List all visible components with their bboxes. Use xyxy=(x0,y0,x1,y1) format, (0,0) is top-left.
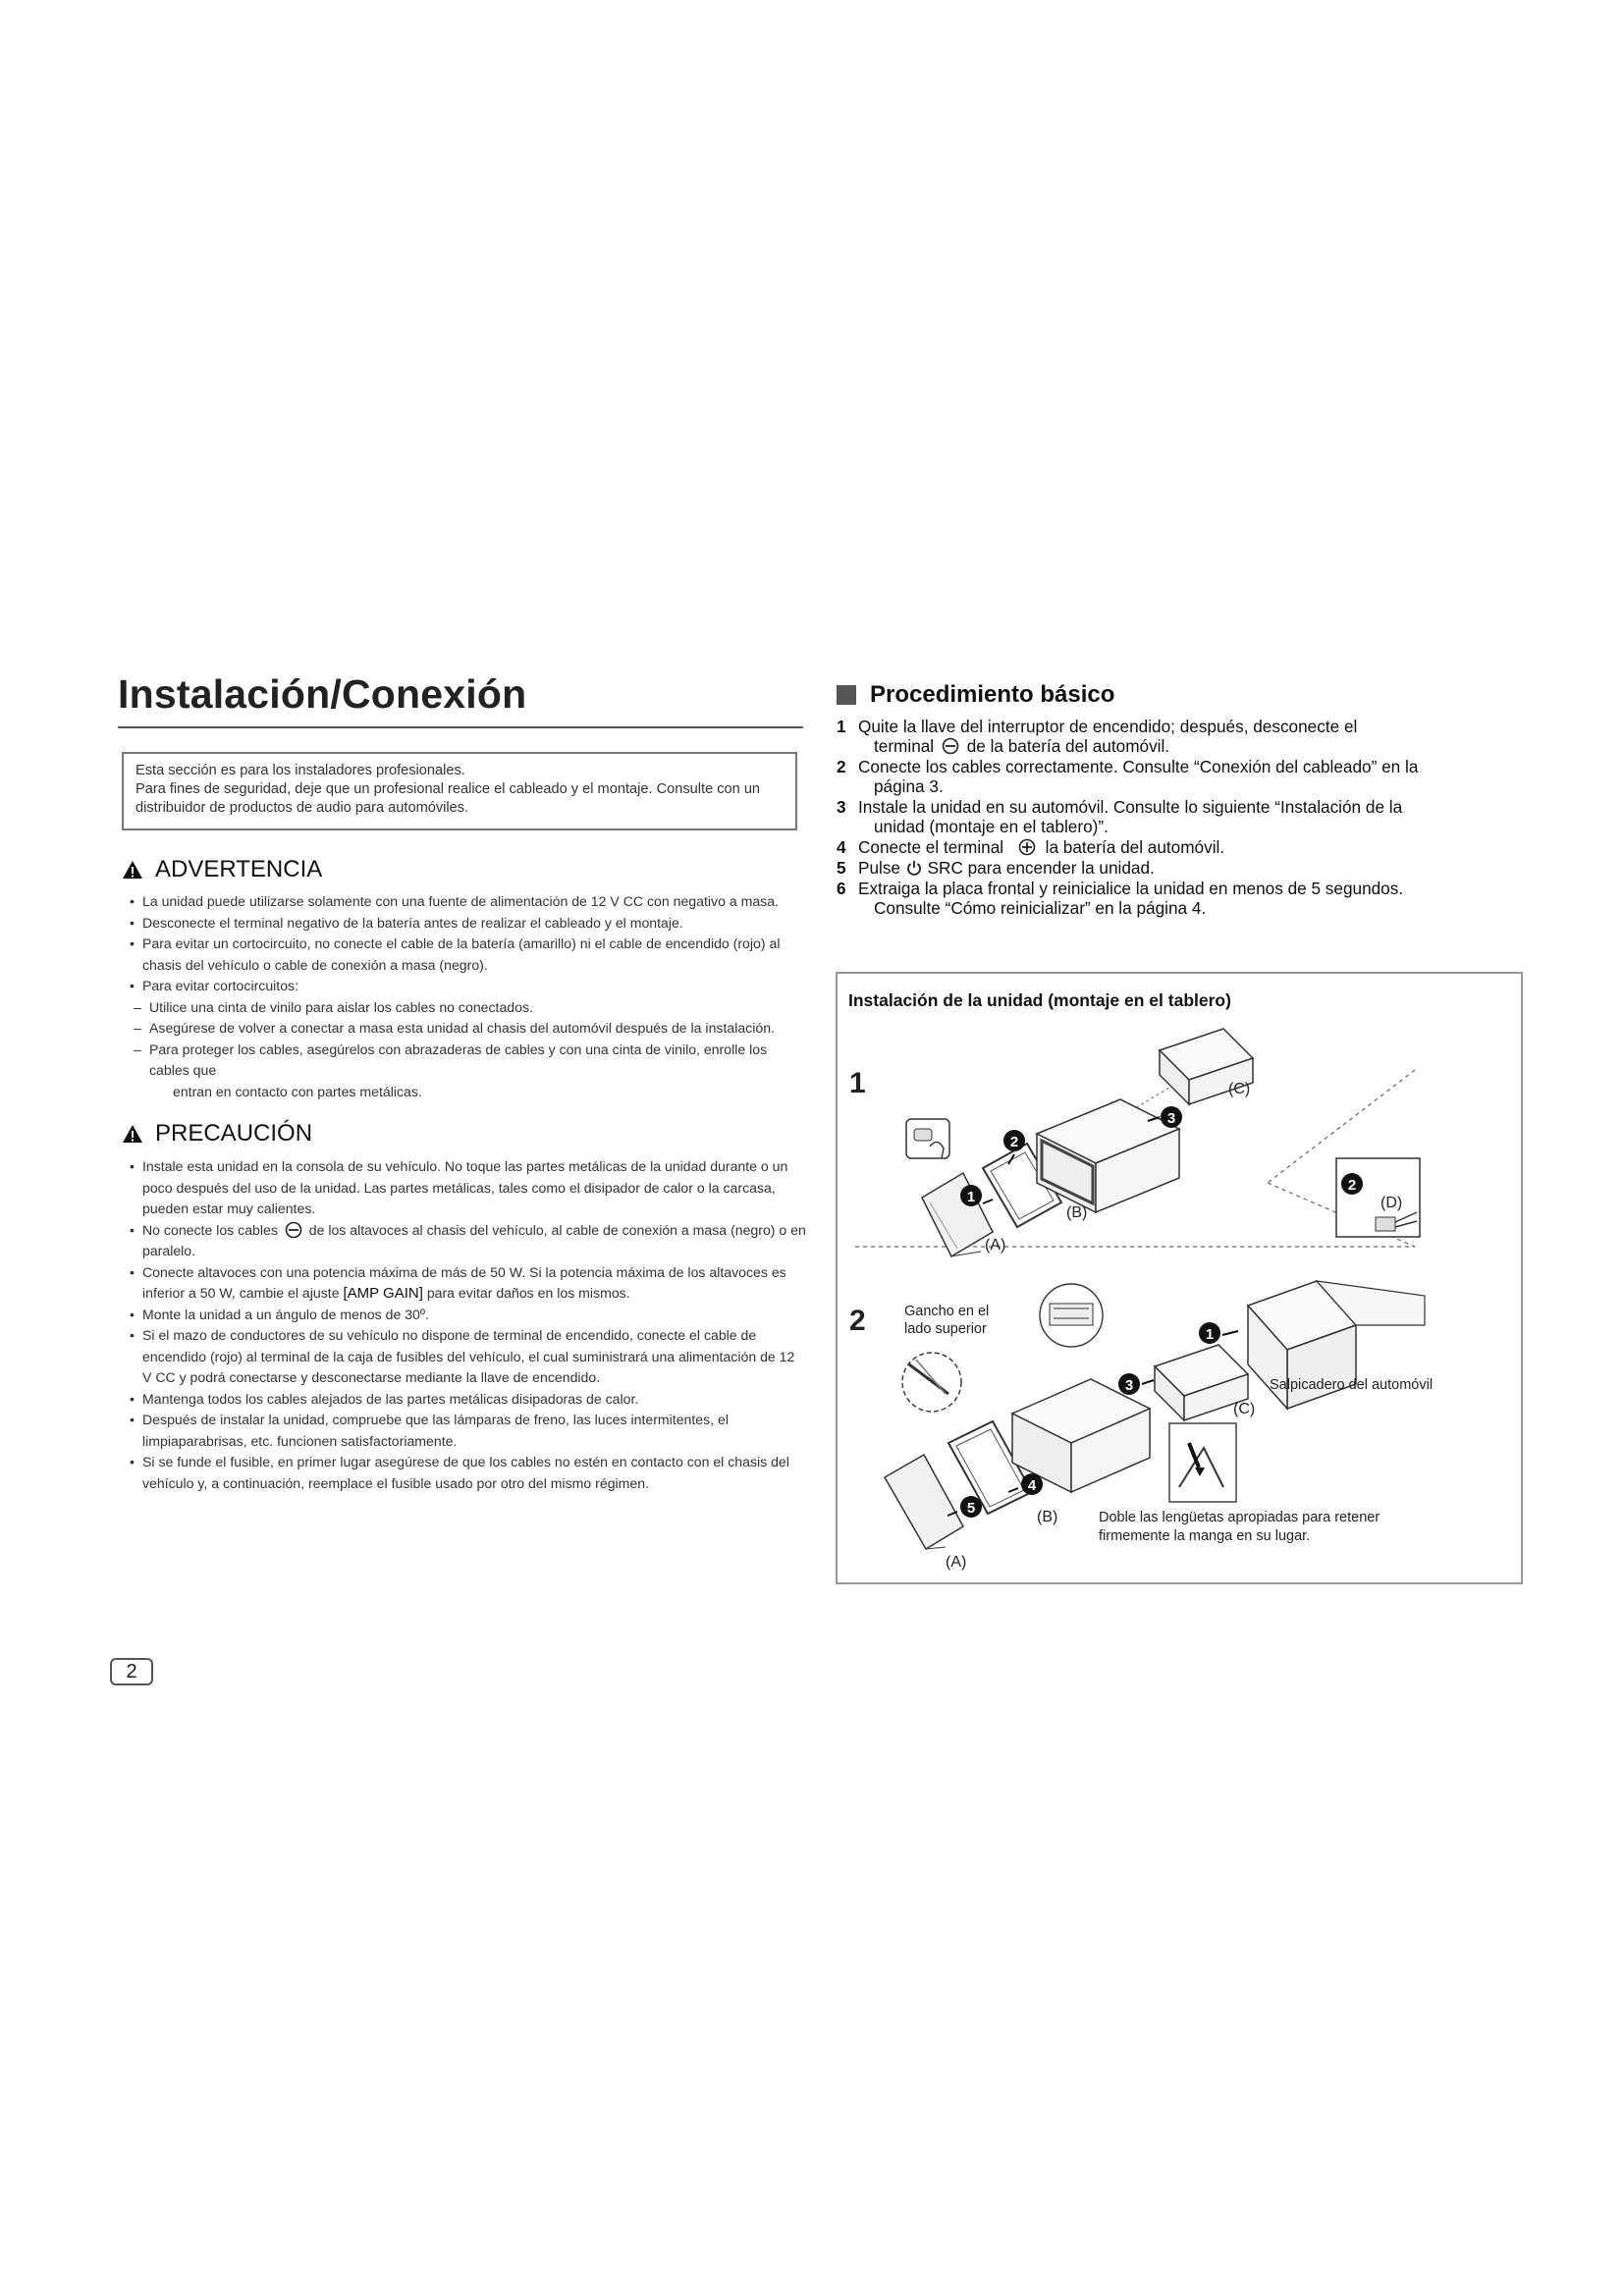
step-item xyxy=(837,879,1524,918)
step-text: terminal xyxy=(874,736,935,756)
step-text: de la batería del automóvil. xyxy=(966,736,1170,756)
faceplate-a xyxy=(922,1173,993,1256)
step-text-continued: unidad (montaje en el tablero)”. xyxy=(874,817,1109,836)
precaucion-list xyxy=(130,1156,807,1494)
list-item: • Instale esta unidad en la consola de su vehículo. No toque las partes metálicas de la unidad durante o un poco después del uso de la unidad. Las partes metálicas, tales como el disipador de calor o la carcasa, pueden estar muy calientes. xyxy=(130,1156,807,1220)
list-item-text: para evitar daños en los mismos. xyxy=(426,1285,630,1301)
list-subitem-text: Para proteger los cables, asegúrelos con abrazaderas de cables y con una cinta de vinilo, enrolle los cables que xyxy=(149,1041,768,1078)
title-divider xyxy=(118,726,803,728)
step-item xyxy=(837,858,1524,878)
figure-title: Instalación de la unidad (montaje en el tablero) xyxy=(848,990,1231,1010)
diagram-step-2: 2 xyxy=(849,1305,866,1337)
marker-number: 2 xyxy=(1009,1134,1019,1150)
label-c-step-2: (C) xyxy=(1233,1401,1256,1417)
page-title: Instalación/Conexión xyxy=(118,671,527,717)
step-text: Pulse xyxy=(858,858,900,878)
step-text: Extraiga la placa frontal y reinicialice la unidad en menos de 5 segundos. xyxy=(858,879,1404,898)
advertencia-heading xyxy=(122,856,322,883)
list-item: • Para evitar un cortocircuito, no conecte el cable de la batería (amarillo) ni el cable de encendido (rojo) al chasis del vehículo o cable de conexión a masa (negro). xyxy=(130,934,807,976)
amp-gain-key: [AMP GAIN] xyxy=(343,1285,423,1302)
step-number: 6 xyxy=(837,879,846,898)
list-subitem-continued: entran en contacto con partes metálicas. xyxy=(173,1083,422,1099)
intro-line-2: Para fines de seguridad, deje que un profesional realice el cableado y el montaje. Consulte con un distribuidor de productos de audio para automóviles. xyxy=(135,781,761,816)
marker-number: 4 xyxy=(1027,1477,1037,1494)
step-number: 3 xyxy=(837,797,846,817)
precaucion-heading-text: PRECAUCIÓN xyxy=(155,1120,313,1147)
step-number: 4 xyxy=(837,837,846,857)
intro-box xyxy=(122,752,797,830)
list-item-text: de los altavoces al chasis del vehículo, al cable de conexión a masa (negro) o en paralelo. xyxy=(142,1221,806,1258)
label-c: (C) xyxy=(1228,1081,1251,1097)
marker-number: 3 xyxy=(1166,1110,1176,1127)
list-item: • Después de instalar la unidad, compruebe que las lámparas de freno, las luces intermitentes, el limpiaparabrisas, etc. funcionen satisfactoriamente. xyxy=(130,1410,807,1452)
step-text: Conecte el terminal xyxy=(858,837,1004,857)
list-item: • La unidad puede utilizarse solamente con una fuente de alimentación de 12 V CC con negativo a masa. xyxy=(130,891,807,913)
faceplate-a-step-2 xyxy=(885,1455,963,1549)
label-b: (B) xyxy=(1066,1204,1088,1221)
step-text-continued: página 3. xyxy=(874,776,944,796)
minus-terminal-icon xyxy=(942,737,959,755)
intro-line-1: Esta sección es para los instaladores profesionales. xyxy=(135,763,465,778)
step-item xyxy=(837,757,1524,796)
section-square-icon xyxy=(837,685,856,705)
marker-number: 2 xyxy=(1347,1177,1357,1194)
step-text: Conecte los cables correctamente. Consulte “Conexión del cableado” en la xyxy=(858,757,1419,776)
precaucion-heading xyxy=(122,1120,312,1148)
warning-triangle-icon xyxy=(122,860,143,880)
connector-d-box xyxy=(1336,1158,1420,1237)
step-number: 1 xyxy=(837,717,846,736)
steps-list xyxy=(837,717,1524,919)
hook-detail xyxy=(902,1353,961,1412)
list-item xyxy=(130,1262,807,1305)
plus-terminal-icon xyxy=(1016,838,1038,856)
press-button-icon xyxy=(906,1119,949,1158)
gancho-label-1: Gancho en el xyxy=(904,1304,990,1319)
label-a: (A) xyxy=(985,1237,1006,1254)
minus-terminal-icon xyxy=(285,1221,302,1239)
label-a-step-2: (A) xyxy=(946,1554,967,1571)
warning-triangle-icon xyxy=(122,1124,143,1144)
gancho-label-2: lado superior xyxy=(904,1321,987,1337)
step-item xyxy=(837,717,1524,756)
marker-number: 3 xyxy=(1124,1377,1134,1394)
installation-diagram xyxy=(836,972,1523,1584)
list-item: • Si se funde el fusible, en primer lugar asegúrese de que los cables no estén en contacto con el chasis del vehículo y, a continuación, reemplace el fusible usado por otro del mismo régimen. xyxy=(130,1452,807,1494)
list-item: • Si el mazo de conductores de su vehículo no dispone de terminal de encendido, conecte el cable de encendido (rojo) al terminal de la caja de fusibles del vehículo, el cual suministrará una alimentación de 12 V CC y podrá conectarse y desconectarse mediante la llave de encendido. xyxy=(130,1325,807,1389)
marker-number: 1 xyxy=(1205,1326,1215,1343)
step-text-continued: Consulte “Cómo reinicializar” en la página 4. xyxy=(874,898,1207,918)
advertencia-heading-text: ADVERTENCIA xyxy=(155,856,323,882)
advertencia-list xyxy=(130,891,807,1102)
procedimiento-heading-text: Procedimiento básico xyxy=(870,681,1115,708)
diagram-step-1: 1 xyxy=(849,1067,866,1099)
marker-number: 1 xyxy=(966,1189,976,1205)
step-text: Instale la unidad en su automóvil. Consulte lo siguiente “Instalación de la xyxy=(858,797,1403,817)
page-number: 2 xyxy=(110,1658,153,1685)
step-text: la batería del automóvil. xyxy=(1045,837,1225,857)
doble-label-2: firmemente la manga en su lugar. xyxy=(1099,1528,1311,1544)
connector-detail xyxy=(1040,1284,1103,1347)
list-item-text: No conecte los cables xyxy=(142,1221,278,1238)
step-item xyxy=(837,837,1524,857)
step-number: 2 xyxy=(837,757,846,776)
doble-label-1: Doble las lengüetas apropiadas para retener xyxy=(1099,1510,1380,1525)
step-text-continued xyxy=(858,736,1524,756)
salpicadero-label: Salpicadero del automóvil xyxy=(1270,1377,1434,1393)
list-item: • Mantenga todos los cables alejados de las partes metálicas disipadoras de calor. xyxy=(130,1389,807,1411)
step-number: 5 xyxy=(837,858,846,878)
list-item: • Desconecte el terminal negativo de la batería antes de realizar el cableado y el montaje. xyxy=(130,913,807,934)
label-d: (D) xyxy=(1380,1195,1403,1211)
list-subitem xyxy=(130,1040,807,1103)
step-text: Quite la llave del interruptor de encendido; después, desconecte el xyxy=(858,717,1358,736)
label-b-step-2: (B) xyxy=(1037,1509,1058,1525)
bend-tabs-detail xyxy=(1169,1423,1236,1502)
list-item: • Monte la unidad a un ángulo de menos de 30º. xyxy=(130,1305,807,1326)
list-item xyxy=(130,1220,807,1262)
power-icon xyxy=(906,859,922,877)
procedimiento-heading xyxy=(837,681,1114,709)
marker-number: 5 xyxy=(966,1500,976,1517)
list-item: • Para evitar cortocircuitos: xyxy=(130,976,807,997)
list-subitem: – Asegúrese de volver a conectar a masa esta unidad al chasis del automóvil después de la instalación. xyxy=(130,1018,807,1040)
list-item-text: Conecte altavoces con una potencia máxima de más de 50 W. Si la potencia máxima de los altavoces es inferior a 50 W, cambie el ajuste xyxy=(142,1263,786,1301)
step-text: SRC para encender la unidad. xyxy=(927,858,1155,878)
list-subitem: – Utilice una cinta de vinilo para aislar los cables no conectados. xyxy=(130,997,807,1019)
step-item xyxy=(837,797,1524,836)
